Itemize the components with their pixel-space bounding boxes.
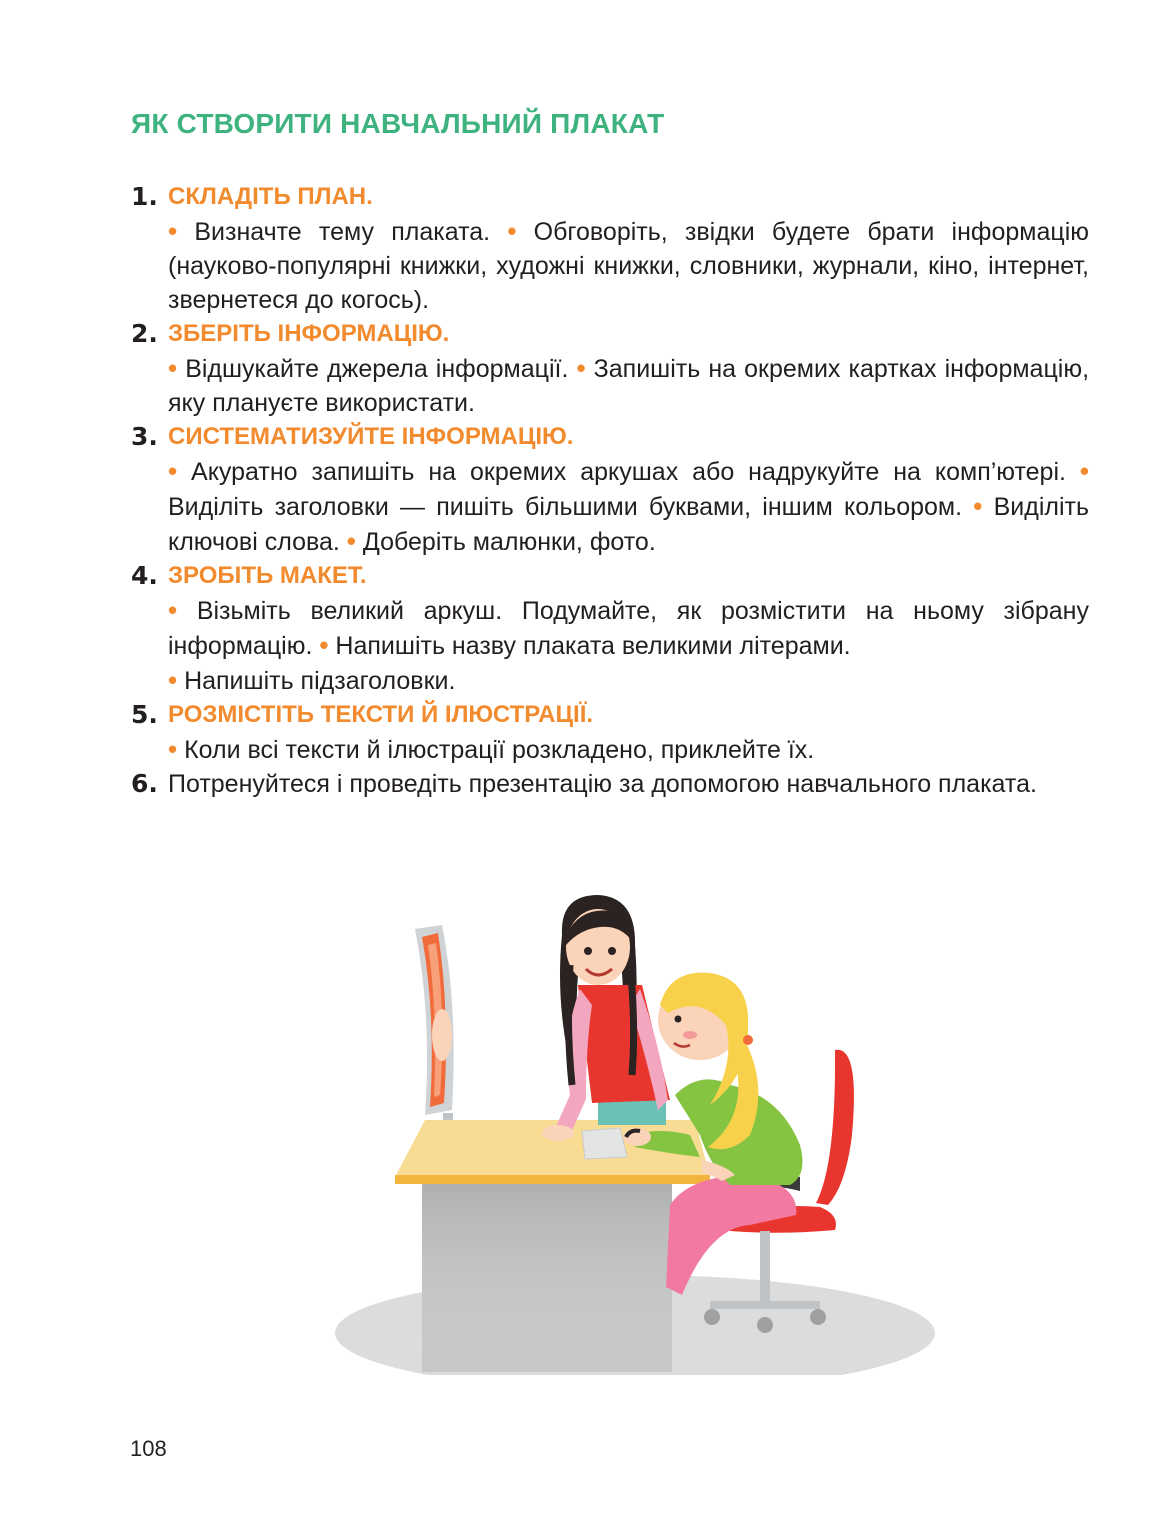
step-text: Візьміть великий аркуш. Подумайте, як розмістити на ньому зібрану інформацію.	[168, 597, 1089, 660]
step-body	[168, 351, 1089, 420]
step-number: 2.	[131, 319, 158, 348]
bullet-icon: •	[319, 630, 329, 660]
steps-list	[131, 180, 1089, 801]
step-text: Виділіть ключові слова.	[168, 493, 1089, 556]
step-text: Потренуйтеся і проведіть презентацію за допомогою навчального плаката.	[168, 770, 1037, 798]
step-text: Напишіть назву плаката великими літерами.	[335, 632, 851, 660]
bullet-icon: •	[973, 491, 983, 521]
step-6	[131, 767, 1089, 801]
step-body	[168, 593, 1089, 663]
step-body	[168, 214, 1089, 317]
girls-at-computer-illustration	[330, 885, 940, 1375]
step-4	[131, 559, 1089, 698]
step-body	[168, 454, 1089, 559]
step-heading: ЗБЕРІТЬ ІНФОРМАЦІЮ.	[168, 320, 450, 347]
bullet-icon: •	[168, 595, 178, 625]
bullet-icon: •	[168, 353, 178, 383]
step-number: 1.	[131, 182, 158, 211]
step-1	[131, 180, 1089, 317]
bullet-icon: •	[507, 216, 517, 246]
step-number: 5.	[131, 700, 158, 729]
step-number: 4.	[131, 561, 158, 590]
step-text: Доберіть малюнки, фото.	[362, 528, 656, 556]
step-heading: СИСТЕМАТИЗУЙТЕ ІНФОРМАЦІЮ.	[168, 423, 574, 450]
bullet-icon: •	[168, 665, 178, 695]
step-text: Виділіть заголовки — пишіть більшими буквами, іншим кольором.	[168, 493, 963, 521]
bullet-icon: •	[168, 216, 178, 246]
step-5	[131, 698, 1089, 767]
step-body	[168, 732, 1089, 767]
step-2	[131, 317, 1089, 420]
step-heading: ЗРОБІТЬ МАКЕТ.	[168, 562, 367, 589]
desk-icon	[395, 1120, 710, 1372]
page-title: ЯК СТВОРИТИ НАВЧАЛЬНИЙ ПЛАКАТ	[131, 108, 665, 139]
step-heading: РОЗМІСТІТЬ ТЕКСТИ Й ІЛЮСТРАЦІЇ.	[168, 701, 593, 728]
step-text: Напишіть підзаголовки.	[184, 667, 456, 695]
step-body	[168, 663, 1089, 698]
bullet-icon: •	[168, 734, 178, 764]
step-number: 3.	[131, 422, 158, 451]
bullet-icon: •	[576, 353, 586, 383]
bullet-icon: •	[1079, 456, 1089, 486]
keyboard-icon	[582, 1128, 627, 1159]
step-text: Відшукайте джерела інформації.	[185, 355, 569, 383]
step-heading: СКЛАДІТЬ ПЛАН.	[168, 183, 373, 210]
step-text: Визначте тему плаката.	[194, 218, 491, 246]
standing-girl	[542, 895, 670, 1141]
step-text: Акуратно запишіть на окремих аркушах або надрукуйте на комп’ютері.	[191, 458, 1066, 486]
step-3	[131, 420, 1089, 559]
step-text: Запишіть на окремих картках інформацію, яку плануєте використати.	[168, 355, 1090, 417]
bullet-icon: •	[168, 456, 178, 486]
step-number: 6.	[131, 769, 158, 798]
step-text: Обговоріть, звідки будете брати інформацію (науково-популярні книжки, художні книжки, словники, журнали, кіно, інтернет, звернетеся до когось).	[168, 218, 1089, 314]
page-number: 108	[130, 1436, 167, 1461]
step-text: Коли всі тексти й ілюстрації розкладено, приклейте їх.	[184, 736, 815, 764]
bullet-icon: •	[346, 526, 356, 556]
